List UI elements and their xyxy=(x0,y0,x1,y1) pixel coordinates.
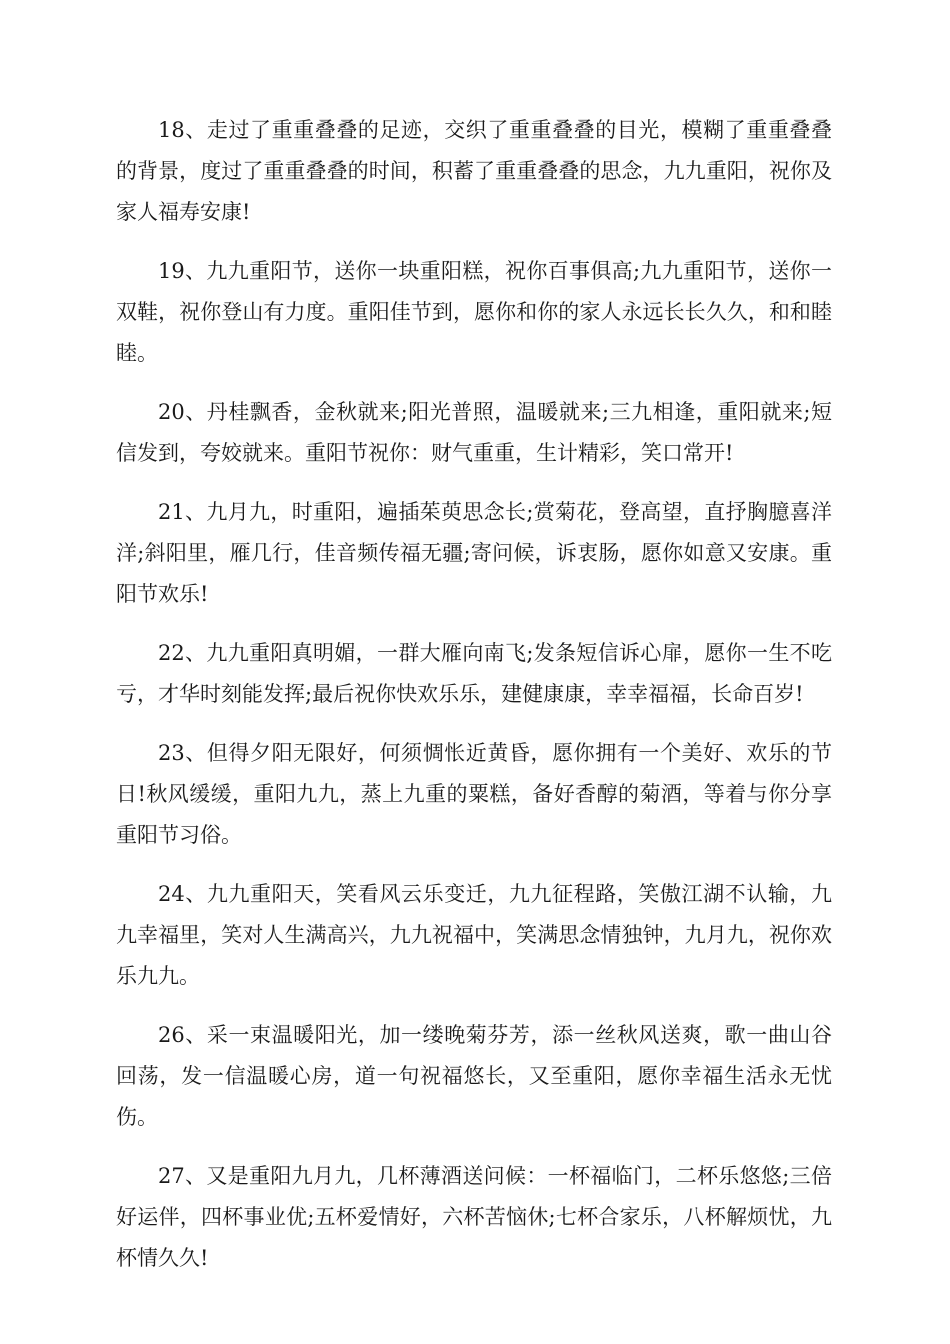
paragraph-21: 21、九月九，时重阳，遍插茱萸思念长;赏菊花，登高望，直抒胸臆喜洋洋;斜阳里，雁几行，佳音频传福无疆;寄问候，诉衷肠，愿你如意又安康。重阳节欢乐! xyxy=(116,500,832,606)
paragraph-23: 23、但得夕阳无限好，何须惆怅近黄昏，愿你拥有一个美好、欢乐的节日!秋风缓缓，重阳九九，蒸上九重的粟糕，备好香醇的菊酒，等着与你分享重阳节习俗。 xyxy=(116,741,832,847)
paragraph-19: 19、九九重阳节，送你一块重阳糕，祝你百事俱高;九九重阳节，送你一双鞋，祝你登山有力度。重阳佳节到，愿你和你的家人永远长长久久，和和睦睦。 xyxy=(116,259,832,365)
paragraph-27: 27、又是重阳九月九，几杯薄酒送问候：一杯福临门，二杯乐悠悠;三倍好运伴，四杯事业优;五杯爱情好，六杯苦恼休;七杯合家乐，八杯解烦忧，九杯情久久! xyxy=(116,1164,832,1270)
document-body xyxy=(116,110,832,1297)
paragraph-18: 18、走过了重重叠叠的足迹，交织了重重叠叠的目光，模糊了重重叠叠的背景，度过了重重叠叠的时间，积蓄了重重叠叠的思念，九九重阳，祝你及家人福寿安康! xyxy=(116,118,832,224)
paragraph-22: 22、九九重阳真明媚，一群大雁向南飞;发条短信诉心扉，愿你一生不吃亏，才华时刻能发挥;最后祝你快欢乐乐，建健康康，幸幸福福，长命百岁! xyxy=(116,641,832,706)
paragraph-24: 24、九九重阳天，笑看风云乐变迁，九九征程路，笑傲江湖不认输，九九幸福里，笑对人生满高兴，九九祝福中，笑满思念情独钟，九月九，祝你欢乐九九。 xyxy=(116,882,832,988)
paragraph-20: 20、丹桂飘香，金秋就来;阳光普照，温暖就来;三九相逢，重阳就来;短信发到，夸姣就来。重阳节祝你：财气重重，生计精彩，笑口常开! xyxy=(116,400,832,465)
paragraph-26: 26、采一束温暖阳光，加一缕晚菊芬芳，添一丝秋风送爽，歌一曲山谷回荡，发一信温暖心房，道一句祝福悠长，又至重阳，愿你幸福生活永无忧伤。 xyxy=(116,1023,832,1129)
